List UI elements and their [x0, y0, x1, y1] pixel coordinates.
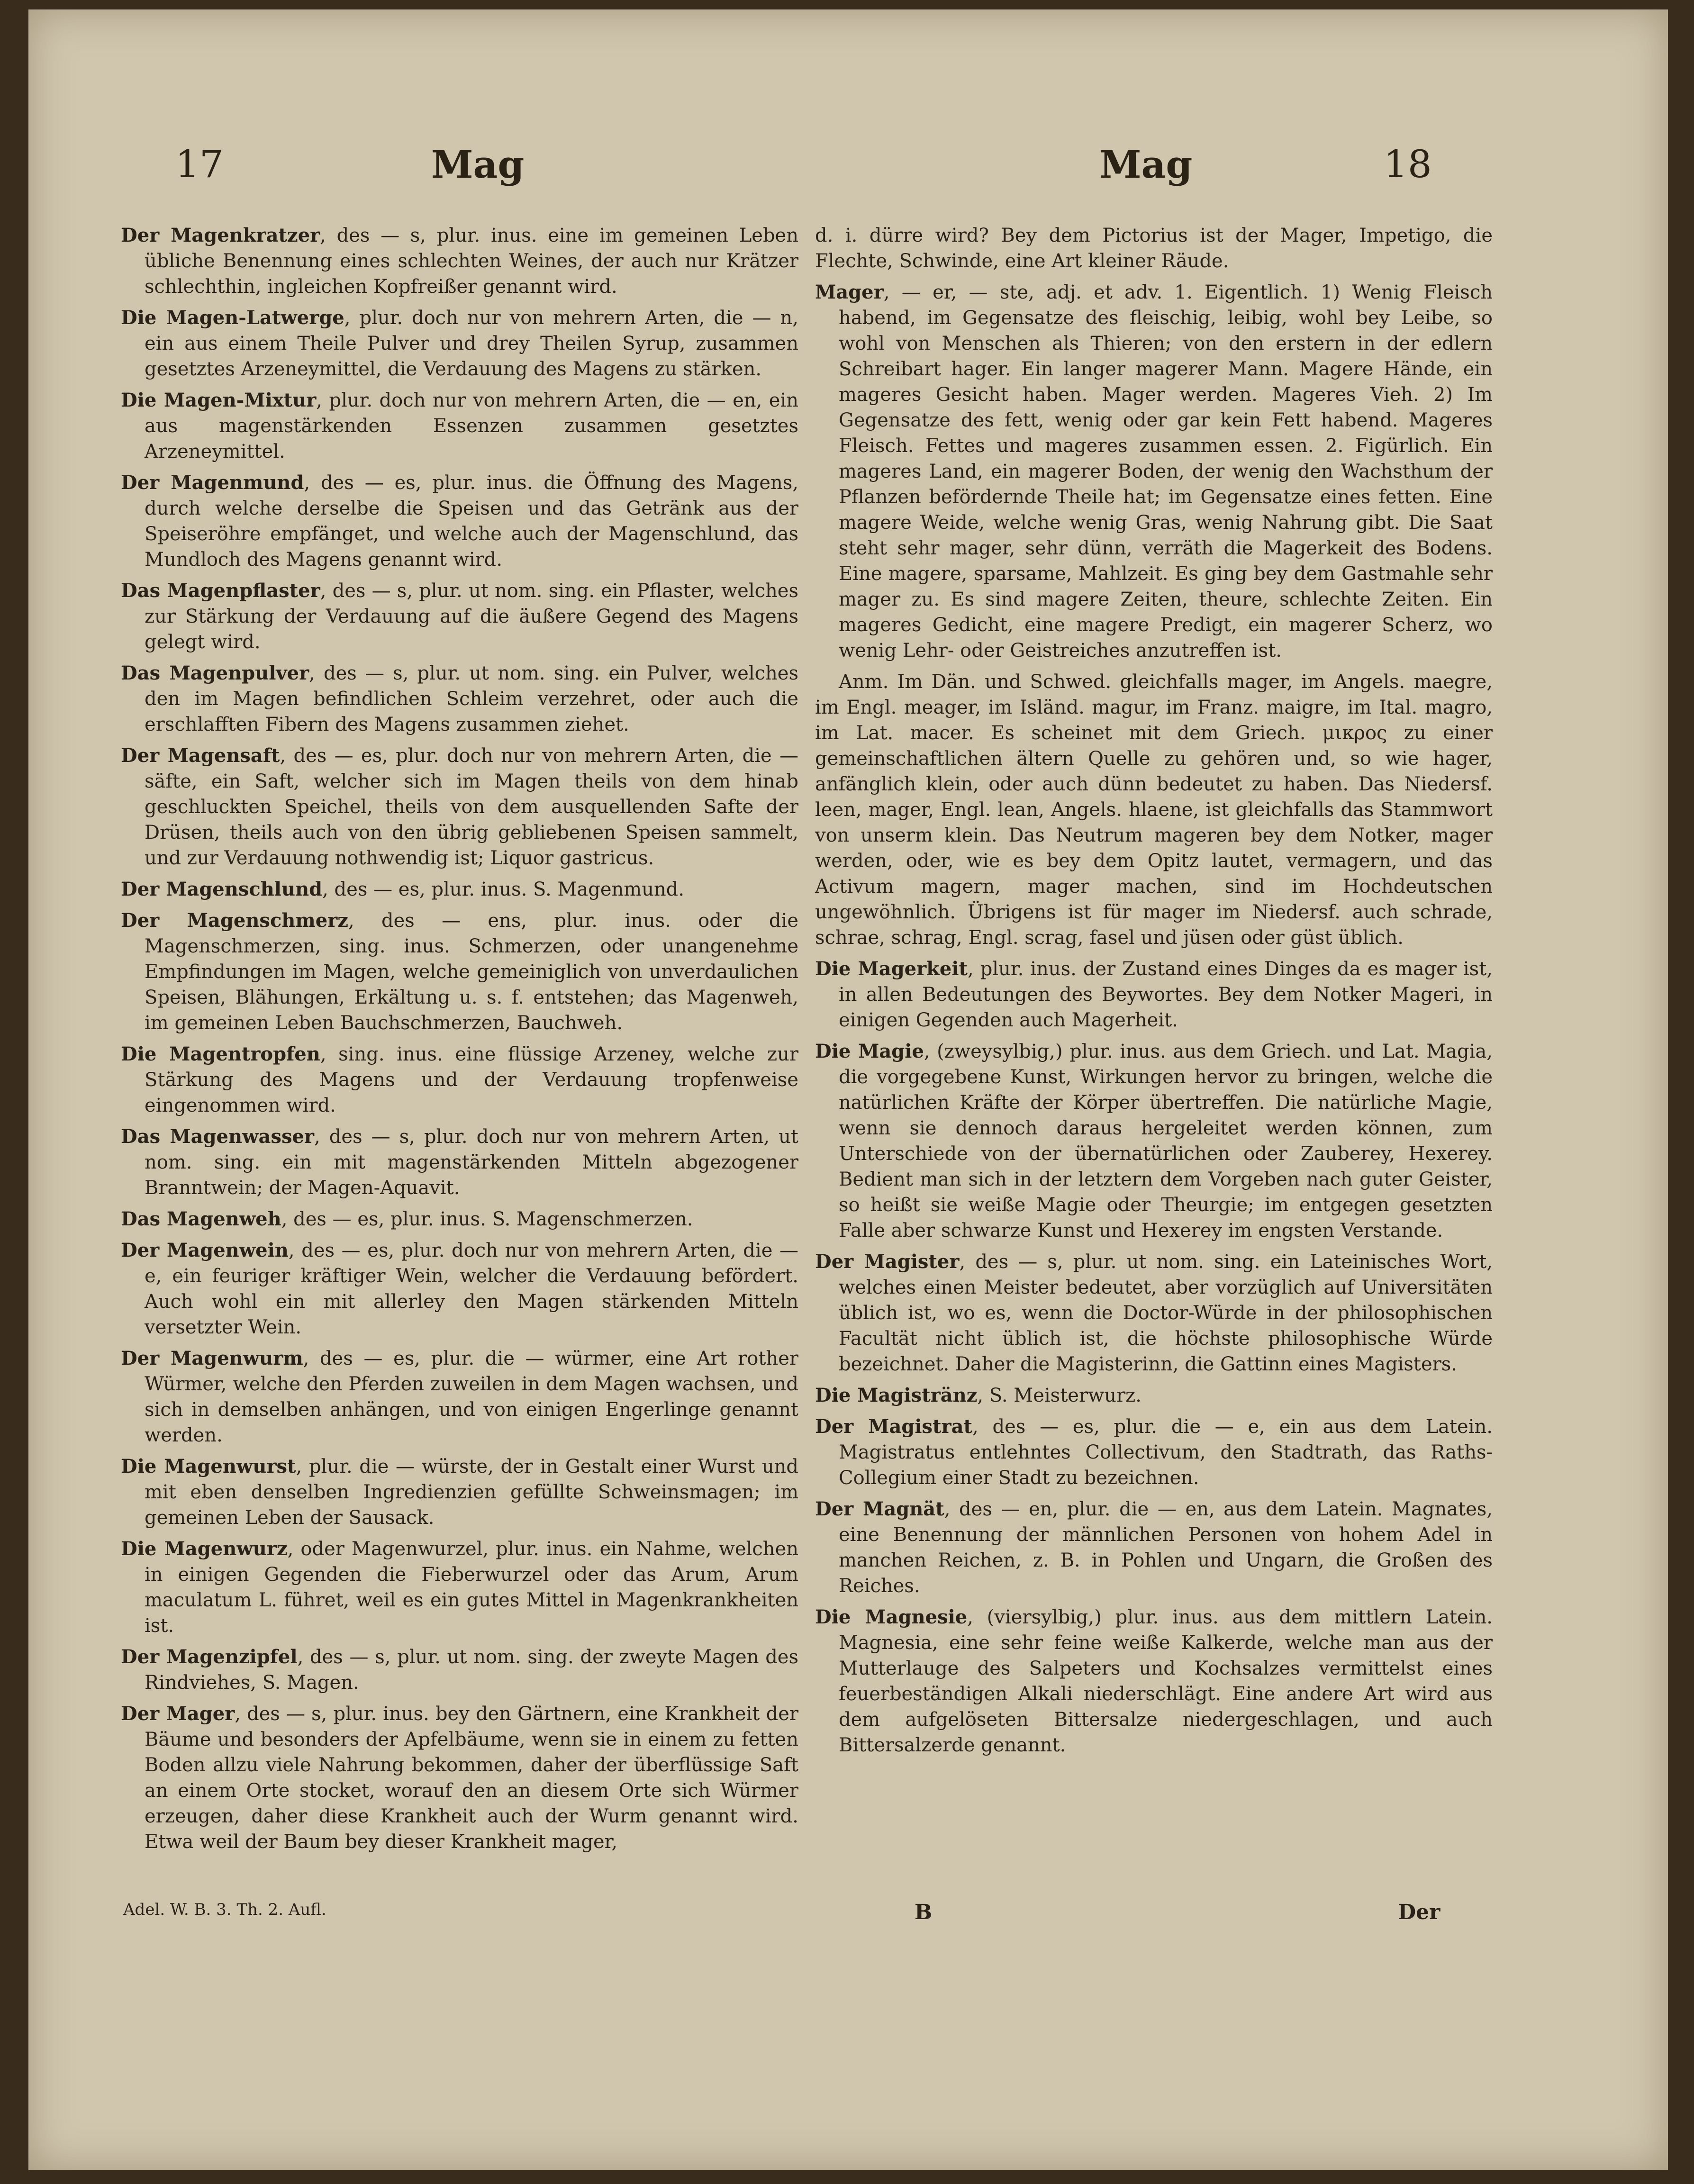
entry-lemma: Die Magie: [815, 1040, 924, 1062]
dictionary-entry: [815, 1604, 1493, 1758]
dictionary-entry: [815, 1414, 1493, 1491]
dictionary-entry: [121, 743, 798, 871]
entry-lemma: Die Magerkeit: [815, 958, 968, 980]
dictionary-entry: [815, 1383, 1493, 1408]
entry-lemma: Die Magenwurst: [121, 1455, 296, 1477]
dictionary-entry: [121, 1454, 798, 1531]
entry-lemma: Der Magenwein: [121, 1239, 289, 1261]
entry-lemma: Die Magnesie: [815, 1606, 968, 1628]
dictionary-entry: [121, 1124, 798, 1201]
right-column: [815, 223, 1493, 1764]
page-number-left: 17: [175, 142, 224, 186]
entry-lemma: Der Magenschlund: [121, 878, 323, 900]
entry-text: , des — s, plur. inus. bey den Gärtnern, eine Krankheit der Bäume und besonders der Apfelbäume, wenn sie in einem zu fetten Boden allzu viele Nahrung bekommen, daher der überflüssige Saft an einem Orte stocket, worauf den an diesem Orte sich Würmer erzeugen, daher diese Krankheit auch der Wurm genannt wird. Etwa weil der Baum bey dieser Krankheit mager,: [145, 1703, 798, 1853]
signature-mark: B: [915, 1900, 933, 1924]
dictionary-entry: [121, 388, 798, 464]
entry-text: , des — s, plur. ut nom. sing. der zweyte Magen des Rindviehes, S. Magen.: [145, 1646, 799, 1694]
entry-lemma: Das Magenwasser: [121, 1125, 315, 1148]
entry-lemma: Der Magenzipfel: [121, 1646, 298, 1668]
dictionary-entry: [121, 305, 798, 382]
entry-lemma: Die Magenwurz: [121, 1538, 288, 1560]
entry-lemma: Der Magister: [815, 1251, 960, 1273]
dictionary-entry: [121, 470, 798, 572]
dictionary-entry: [815, 1039, 1493, 1243]
entry-text: , (viersylbig,) plur. inus. aus dem mittlern Latein. Magnesia, eine sehr feine weiße Kalkerde, welche man aus der Mutterlauge des Salpeters und Kochsalzes vermittelst eines feuerbeständigen Alkali niederschlägt. Eine andere Art wird aus dem aufgelöseten Bittersalze niedergeschlagen, und auch Bittersalzerde genannt.: [839, 1606, 1493, 1756]
entry-lemma: Die Magentropfen: [121, 1043, 320, 1065]
entry-text: d. i. dürre wird? Bey dem Pictorius ist der Mager, Impetigo, die Flechte, Schwinde, eine Art kleiner Räude.: [815, 225, 1493, 272]
dictionary-entry: [121, 1701, 798, 1855]
volume-note: Adel. W. B. 3. Th. 2. Aufl.: [123, 1900, 326, 1919]
dictionary-entry: [121, 1644, 798, 1695]
entry-lemma: Der Magenkratzer: [121, 224, 320, 246]
dictionary-entry: [121, 578, 798, 655]
entry-text: , plur. doch nur von mehrern Arten, die — en, ein aus magenstärkenden Essenzen zusammen gesetztes Arzeneymittel.: [145, 390, 798, 462]
catchword: Der: [1398, 1900, 1440, 1924]
entry-text: , — er, — ste, adj. et adv. 1. Eigentlich. 1) Wenig Fleisch habend, im Gegensatze des fleischig, leibig, wohl bey Leibe, so wohl von Menschen als Thieren; von den erstern in der edlern Schreibart hager. Ein langer magerer Mann. Magere Hände, ein mageres Gesicht haben. Mager werden. Mageres Vieh. 2) Im Gegensatze des fett, wenig oder gar kein Fett habend. Mageres Fleisch. Fettes und mageres zusammen essen. 2. Figürlich. Ein mageres Land, ein magerer Boden, der wenig den Wachsthum der Pflanzen befördernde Theile hat; im Gegensatze eines fetten. Eine magere Weide, welche wenig Gras, wenig Nahrung gibt. Die Saat steht sehr mager, sehr dünn, verräth die Magerkeit des Bodens. Eine magere, sparsame, Mahlzeit. Es ging bey dem Gastmahle sehr mager zu. Es sind magere Zeiten, theure, schlechte Zeiten. Ein mageres Gedicht, eine magere Predigt, ein magerer Scherz, wo wenig Lehr- oder Geistreiches anzutreffen ist.: [839, 281, 1493, 662]
entry-text: , plur. die — würste, der in Gestalt einer Wurst und mit eben denselben Ingredienzien gefüllte Schweinsmagen; im gemeinen Leben der Sausack.: [145, 1456, 798, 1529]
entry-text: , (zweysylbig,) plur. inus. aus dem Griech. und Lat. Magia, die vorgegebene Kunst, Wirkungen hervor zu bringen, welche die natürlichen Kräfte der Körper übertreffen. Die natürliche Magie, wenn sie dennoch daraus hergeleitet werden können, zum Unterschiede von der übernatürlichen oder Zauberey, Hexerey. Bedient man sich in der letztern dem Vorgeben nach guter Geister, so heißt sie weiße Magie oder Theurgie; im entgegen gesetzten Falle aber schwarze Kunst und Hexerey im engsten Verstande.: [839, 1041, 1493, 1242]
dictionary-entry: [121, 223, 798, 299]
entry-lemma: Der Magenwurm: [121, 1347, 303, 1369]
entry-text: , plur. inus. der Zustand eines Dinges da es mager ist, in allen Bedeutungen des Beywortes. Bey dem Notker Mageri, in einigen Gegenden auch Magerheit.: [839, 958, 1493, 1031]
entry-text: , des — es, plur. die — e, ein aus dem Latein. Magistratus entlehntes Collectivum, den Stadtrath, das Raths-Collegium einer Stadt zu bezeichnen.: [839, 1416, 1493, 1489]
entry-text: , oder Magenwurzel, plur. inus. ein Nahme, welchen in einigen Gegenden die Fieberwurzel oder das Arum, Arum maculatum L. führet, weil es ein gutes Mittel in Magenkrankheiten ist.: [145, 1538, 799, 1637]
entry-lemma: Der Magensaft: [121, 744, 280, 767]
entry-lemma: Der Mager: [121, 1703, 235, 1725]
dictionary-entry: [121, 908, 798, 1036]
entry-lemma: Mager: [815, 281, 884, 303]
dictionary-entry: [815, 1249, 1493, 1377]
dictionary-entry: [815, 956, 1493, 1033]
dictionary-entry: [121, 1238, 798, 1340]
dictionary-entry: [121, 661, 798, 737]
entry-text: , des — es, plur. doch nur von mehrern Arten, die — e, ein feuriger kräftiger Wein, welcher die Verdauung befördert. Auch wohl ein mit allerley den Magen stärkenden Mitteln versetzter Wein.: [145, 1240, 798, 1338]
entry-lemma: Die Magen-Mixtur: [121, 389, 317, 411]
dictionary-entry: [121, 877, 798, 902]
dictionary-entry: [815, 280, 1493, 663]
page-number-right: 18: [1384, 142, 1432, 186]
dictionary-entry: [815, 223, 1493, 274]
entry-lemma: Das Magenweh: [121, 1208, 281, 1230]
entry-text: , des — ens, plur. inus. oder die Magenschmerzen, sing. inus. Schmerzen, oder unangenehme Empfindungen im Magen, welche gemeiniglich von unverdaulichen Speisen, Blähungen, Erkältung u. s. f. entstehen; das Magenweh, im gemeinen Leben Bauchschmerzen, Bauchweh.: [145, 910, 798, 1034]
entry-lemma: Das Magenpflaster: [121, 580, 320, 602]
entry-text: , des — es, plur. inus. S. Magenschmerzen.: [281, 1208, 693, 1230]
entry-lemma: Die Magistränz: [815, 1384, 978, 1406]
entry-text: , sing. inus. eine flüssige Arzeney, welche zur Stärkung des Magens und der Verdauung tropfenweise eingenommen wird.: [145, 1043, 799, 1116]
entry-lemma: Der Magnät: [815, 1498, 944, 1520]
entry-lemma: Die Magen-Latwerge: [121, 307, 344, 329]
entry-text: , des — es, plur. doch nur von mehrern Arten, die — säfte, ein Saft, welcher sich im Magen theils von dem hinab geschluckten Speichel, theils von dem ausquellenden Safte der Drüsen, theils auch von den übrig gebliebenen Speisen sammelt, und zur Verdauung nothwendig ist; Liquor gastricus.: [145, 745, 798, 869]
dictionary-entry: [121, 1042, 798, 1118]
entry-text: , des — s, plur. ut nom. sing. ein Pflaster, welches zur Stärkung der Verdauung auf die äußere Gegend des Magens gelegt wird.: [145, 580, 799, 653]
entry-text: , plur. doch nur von mehrern Arten, die — n, ein aus einem Theile Pulver und drey Theilen Syrup, zusammen gesetztes Arzeneymittel, die Verdauung des Magens zu stärken.: [145, 307, 798, 380]
entry-text: , des — s, plur. ut nom. sing. ein Pulver, welches den im Magen befindlichen Schleim verzehret, oder auch die erschlafften Fibern des Magens zusammen ziehet.: [145, 662, 798, 735]
running-headword-left: Mag: [431, 142, 525, 187]
dictionary-entry: [121, 1536, 798, 1639]
entry-text: , S. Meisterwurz.: [977, 1385, 1141, 1406]
entry-text: , des — s, plur. ut nom. sing. ein Lateinisches Wort, welches einen Meister bedeutet, aber vorzüglich auf Universitäten üblich ist, wo es, wenn die Doctor-Würde in der philosophischen Facultät nicht üblich ist, die höchste philosophische Würde bezeichnet. Daher die Magisterinn, die Gattinn eines Magisters.: [839, 1251, 1493, 1375]
running-headword-right: Mag: [1099, 142, 1193, 187]
entry-text: Anm. Im Dän. und Schwed. gleichfalls mager, im Angels. maegre, im Engl. meager, im Isländ. magur, im Franz. maigre, im Ital. magro, im Lat. macer. Es scheinet mit dem Griech. μικρος zu einer gemeinschaftlichen ältern Quelle zu gehören und, so wie hager, anfänglich klein, oder auch dünn bedeutet zu haben. Das Niedersf. leen, mager, Engl. lean, Angels. hlaene, ist gleichfalls das Stammwort von unserm klein. Das Neutrum mageren bey dem Notker, mager werden, oder, wie es bey dem Opitz lautet, vermagern, und das Activum magern, mager machen, sind im Hochdeutschen ungewöhnlich. Übrigens ist für mager im Niedersf. auch schrade, schrae, schrag, Engl. scrag, fasel und jüsen oder güst üblich.: [815, 671, 1493, 949]
entry-text: , des — en, plur. die — en, aus dem Latein. Magnates, eine Benennung der männlichen Personen von hohem Adel in manchen Reichen, z. B. in Pohlen und Ungarn, die Großen des Reiches.: [839, 1498, 1493, 1597]
entry-text: , des — es, plur. die — würmer, eine Art rother Würmer, welche den Pferden zuweilen in dem Magen wachsen, und sich in demselben anhängen, und von einigen Engerlinge genannt werden.: [145, 1348, 799, 1446]
entry-text: , des — es, plur. inus. die Öffnung des Magens, durch welche derselbe die Speisen und das Getränk aus der Speiseröhre empfänget, und welche auch der Magenschlund, das Mundloch des Magens genannt wird.: [145, 472, 798, 571]
dictionary-entry: [815, 669, 1493, 951]
dictionary-entry: [121, 1346, 798, 1448]
entry-lemma: Der Magistrat: [815, 1415, 973, 1438]
entry-text: , des — s, plur. inus. eine im gemeinen Leben übliche Benennung eines schlechten Weines, der auch nur Krätzer schlechthin, ingleichen Kopfreißer genannt wird.: [145, 225, 798, 298]
dictionary-entry: [815, 1496, 1493, 1599]
entry-text: , des — s, plur. doch nur von mehrern Arten, ut nom. sing. ein mit magenstärkenden Mitteln abgezogener Branntwein; der Magen-Aquavit.: [145, 1126, 798, 1199]
entry-lemma: Das Magenpulver: [121, 662, 309, 684]
dictionary-entry: [121, 1206, 798, 1232]
left-column: [121, 223, 798, 1860]
entry-lemma: Der Magenschmerz: [121, 909, 348, 932]
entry-lemma: Der Magenmund: [121, 471, 304, 494]
entry-text: , des — es, plur. inus. S. Magenmund.: [322, 879, 685, 900]
